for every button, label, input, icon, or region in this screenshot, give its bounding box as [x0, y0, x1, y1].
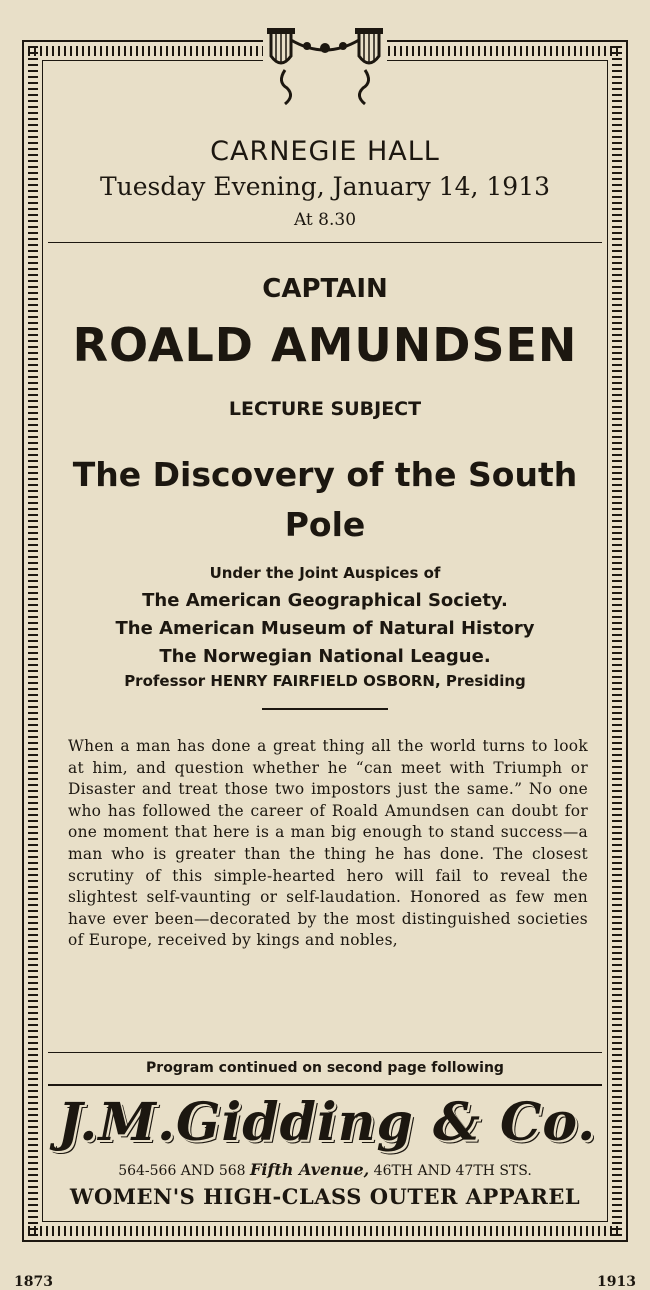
lecture-label: LECTURE SUBJECT: [228, 398, 422, 420]
advertiser-tagline: WOMEN'S HIGH-CLASS OUTER APPAREL: [69, 1184, 581, 1209]
address-prefix: 564-566 AND 568: [118, 1163, 246, 1179]
inner-border: [42, 60, 608, 1222]
advertiser-name: J.M.Gidding & Co.: [57, 1092, 597, 1153]
address-suffix: 46TH AND 47TH STS.: [373, 1163, 532, 1179]
address-street: Fifth Avenue,: [250, 1160, 370, 1179]
auspices-intro: Under the Joint Auspices of: [209, 564, 441, 582]
venue-heading: CARNEGIE HALL: [210, 136, 440, 167]
short-divider-rule: [262, 708, 388, 710]
footer-year-right: 1913: [597, 1274, 636, 1290]
border-band-bottom: [28, 1226, 622, 1236]
divider-rule: [48, 1084, 602, 1086]
border-band-right: [612, 46, 622, 1236]
event-datetime: Tuesday Evening, January 14, 1913: [99, 172, 551, 201]
lyre-ornament-icon: [263, 26, 387, 112]
event-time: At 8.30: [293, 210, 357, 230]
lecture-subject: The Discovery of the South Pole: [72, 455, 578, 544]
continued-note: Program continued on second page following: [146, 1060, 504, 1076]
body-paragraph: When a man has done a great thing all the world turns to look at him, and question whether he “can meet with Triumph or Disaster and treat those two impostors just the same.” No one who has followed the career of Roald Amundsen can doubt for one moment that here is a man big enough to stand success—a man who is greater than the thing he has done. The closest scrutiny of this simple-hearted hero will fail to reveal the slightest self-vaunting or self-laudation. Honored as few men have ever been—decorated by the most distinguished societies of Europe, received by kings and nobles,: [68, 737, 588, 950]
organization-item: The American Geographical Society.: [142, 590, 508, 611]
divider-rule: [48, 1052, 602, 1053]
speaker-rank: CAPTAIN: [262, 274, 388, 304]
organization-item: The American Museum of Natural History: [115, 618, 535, 639]
presiding-line: Professor HENRY FAIRFIELD OSBORN, Presiding: [124, 672, 526, 690]
footer-year-left: 1873: [14, 1274, 53, 1290]
speaker-name: ROALD AMUNDSEN: [72, 318, 578, 372]
border-band-left: [28, 46, 38, 1236]
organization-item: The Norwegian National League.: [159, 646, 491, 667]
divider-rule: [48, 242, 602, 243]
advertiser-address: [40, 1160, 610, 1179]
